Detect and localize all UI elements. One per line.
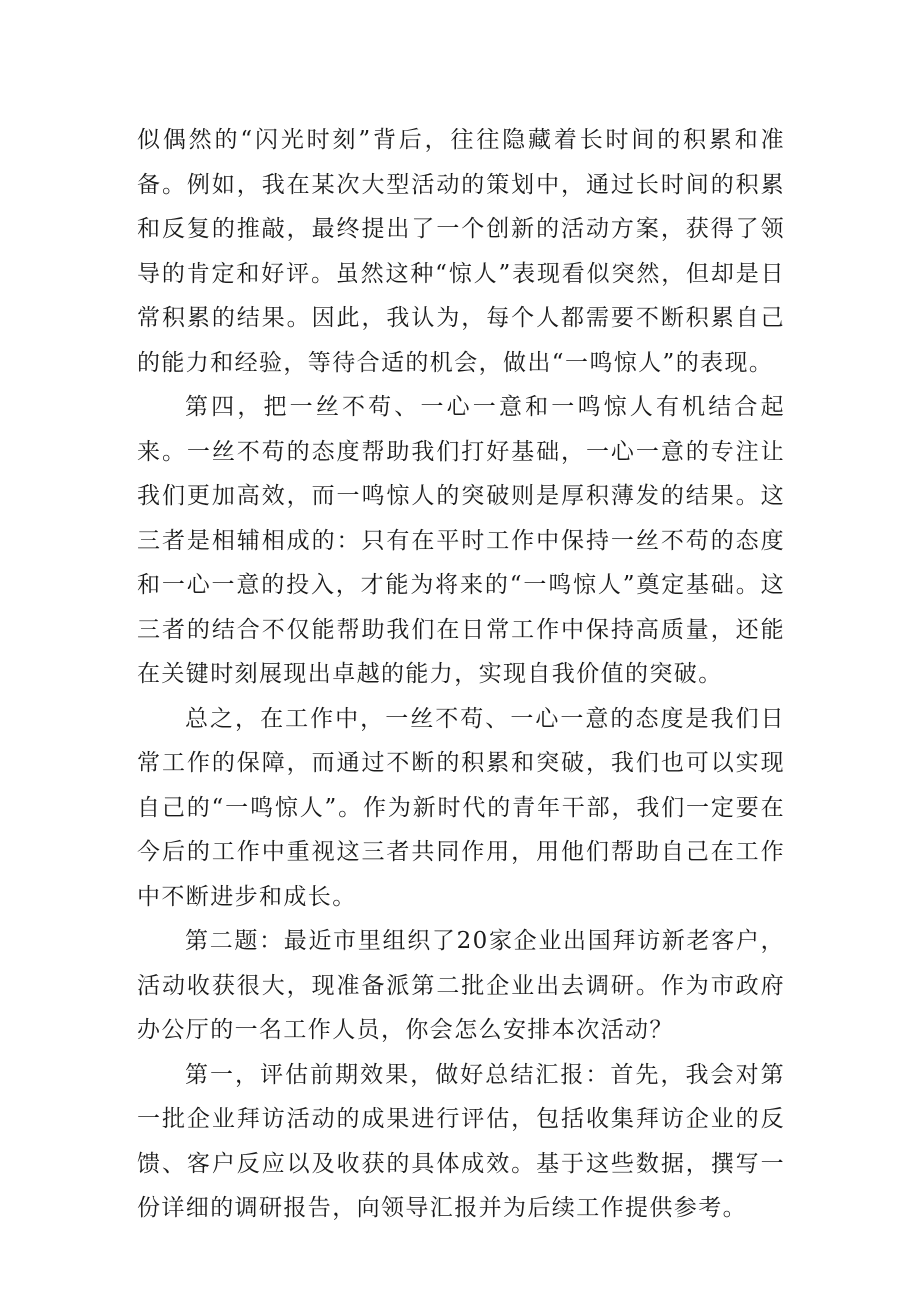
paragraph-answer-point-one: 第一，评估前期效果，做好总结汇报：首先，我会对第一批企业拜访活动的成果进行评估，包括收集拜访企业的反馈、客户反应以及收获的具体成效。基于这些数据，撰写一份详细的调研报告，向领导汇报并为后续工作提供参考。 bbox=[137, 1061, 785, 1221]
paragraph-conclusion: 总之，在工作中，一丝不苟、一心一意的态度是我们日常工作的保障，而通过不断的积累和突破，我们也可以实现自己的“一鸣惊人”。作为新时代的青年干部，我们一定要在今后的工作中重视这三者共同作用，用他们帮助自己在工作中不断进步和成长。 bbox=[137, 705, 785, 910]
paragraph-question-two: 第二题：最近市里组织了20家企业出国拜访新老客户，活动收获很大，现准备派第二批企业出去调研。作为市政府办公厅的一名工作人员，你会怎么安排本次活动？ bbox=[137, 928, 785, 1043]
paragraph-point-four: 第四，把一丝不苟、一心一意和一鸣惊人有机结合起来。一丝不苟的态度帮助我们打好基础，一心一意的专注让我们更加高效，而一鸣惊人的突破则是厚积薄发的结果。这三者是相辅相成的：只有在平时工作中保持一丝不苟的态度和一心一意的投入，才能为将来的“一鸣惊人”奠定基础。这三者的结合不仅能帮助我们在日常工作中保持高质量，还能在关键时刻展现出卓越的能力，实现自我价值的突破。 bbox=[137, 394, 785, 687]
document-body bbox=[137, 118, 785, 1231]
paragraph-continuation: 似偶然的“闪光时刻”背后，往往隐藏着长时间的积累和准备。例如，我在某次大型活动的策划中，通过长时间的积累和反复的推敲，最终提出了一个创新的活动方案，获得了领导的肯定和好评。虽然这种“惊人”表现看似突然，但却是日常积累的结果。因此，我认为，每个人都需要不断积累自己的能力和经验，等待合适的机会，做出“一鸣惊人”的表现。 bbox=[137, 127, 785, 376]
